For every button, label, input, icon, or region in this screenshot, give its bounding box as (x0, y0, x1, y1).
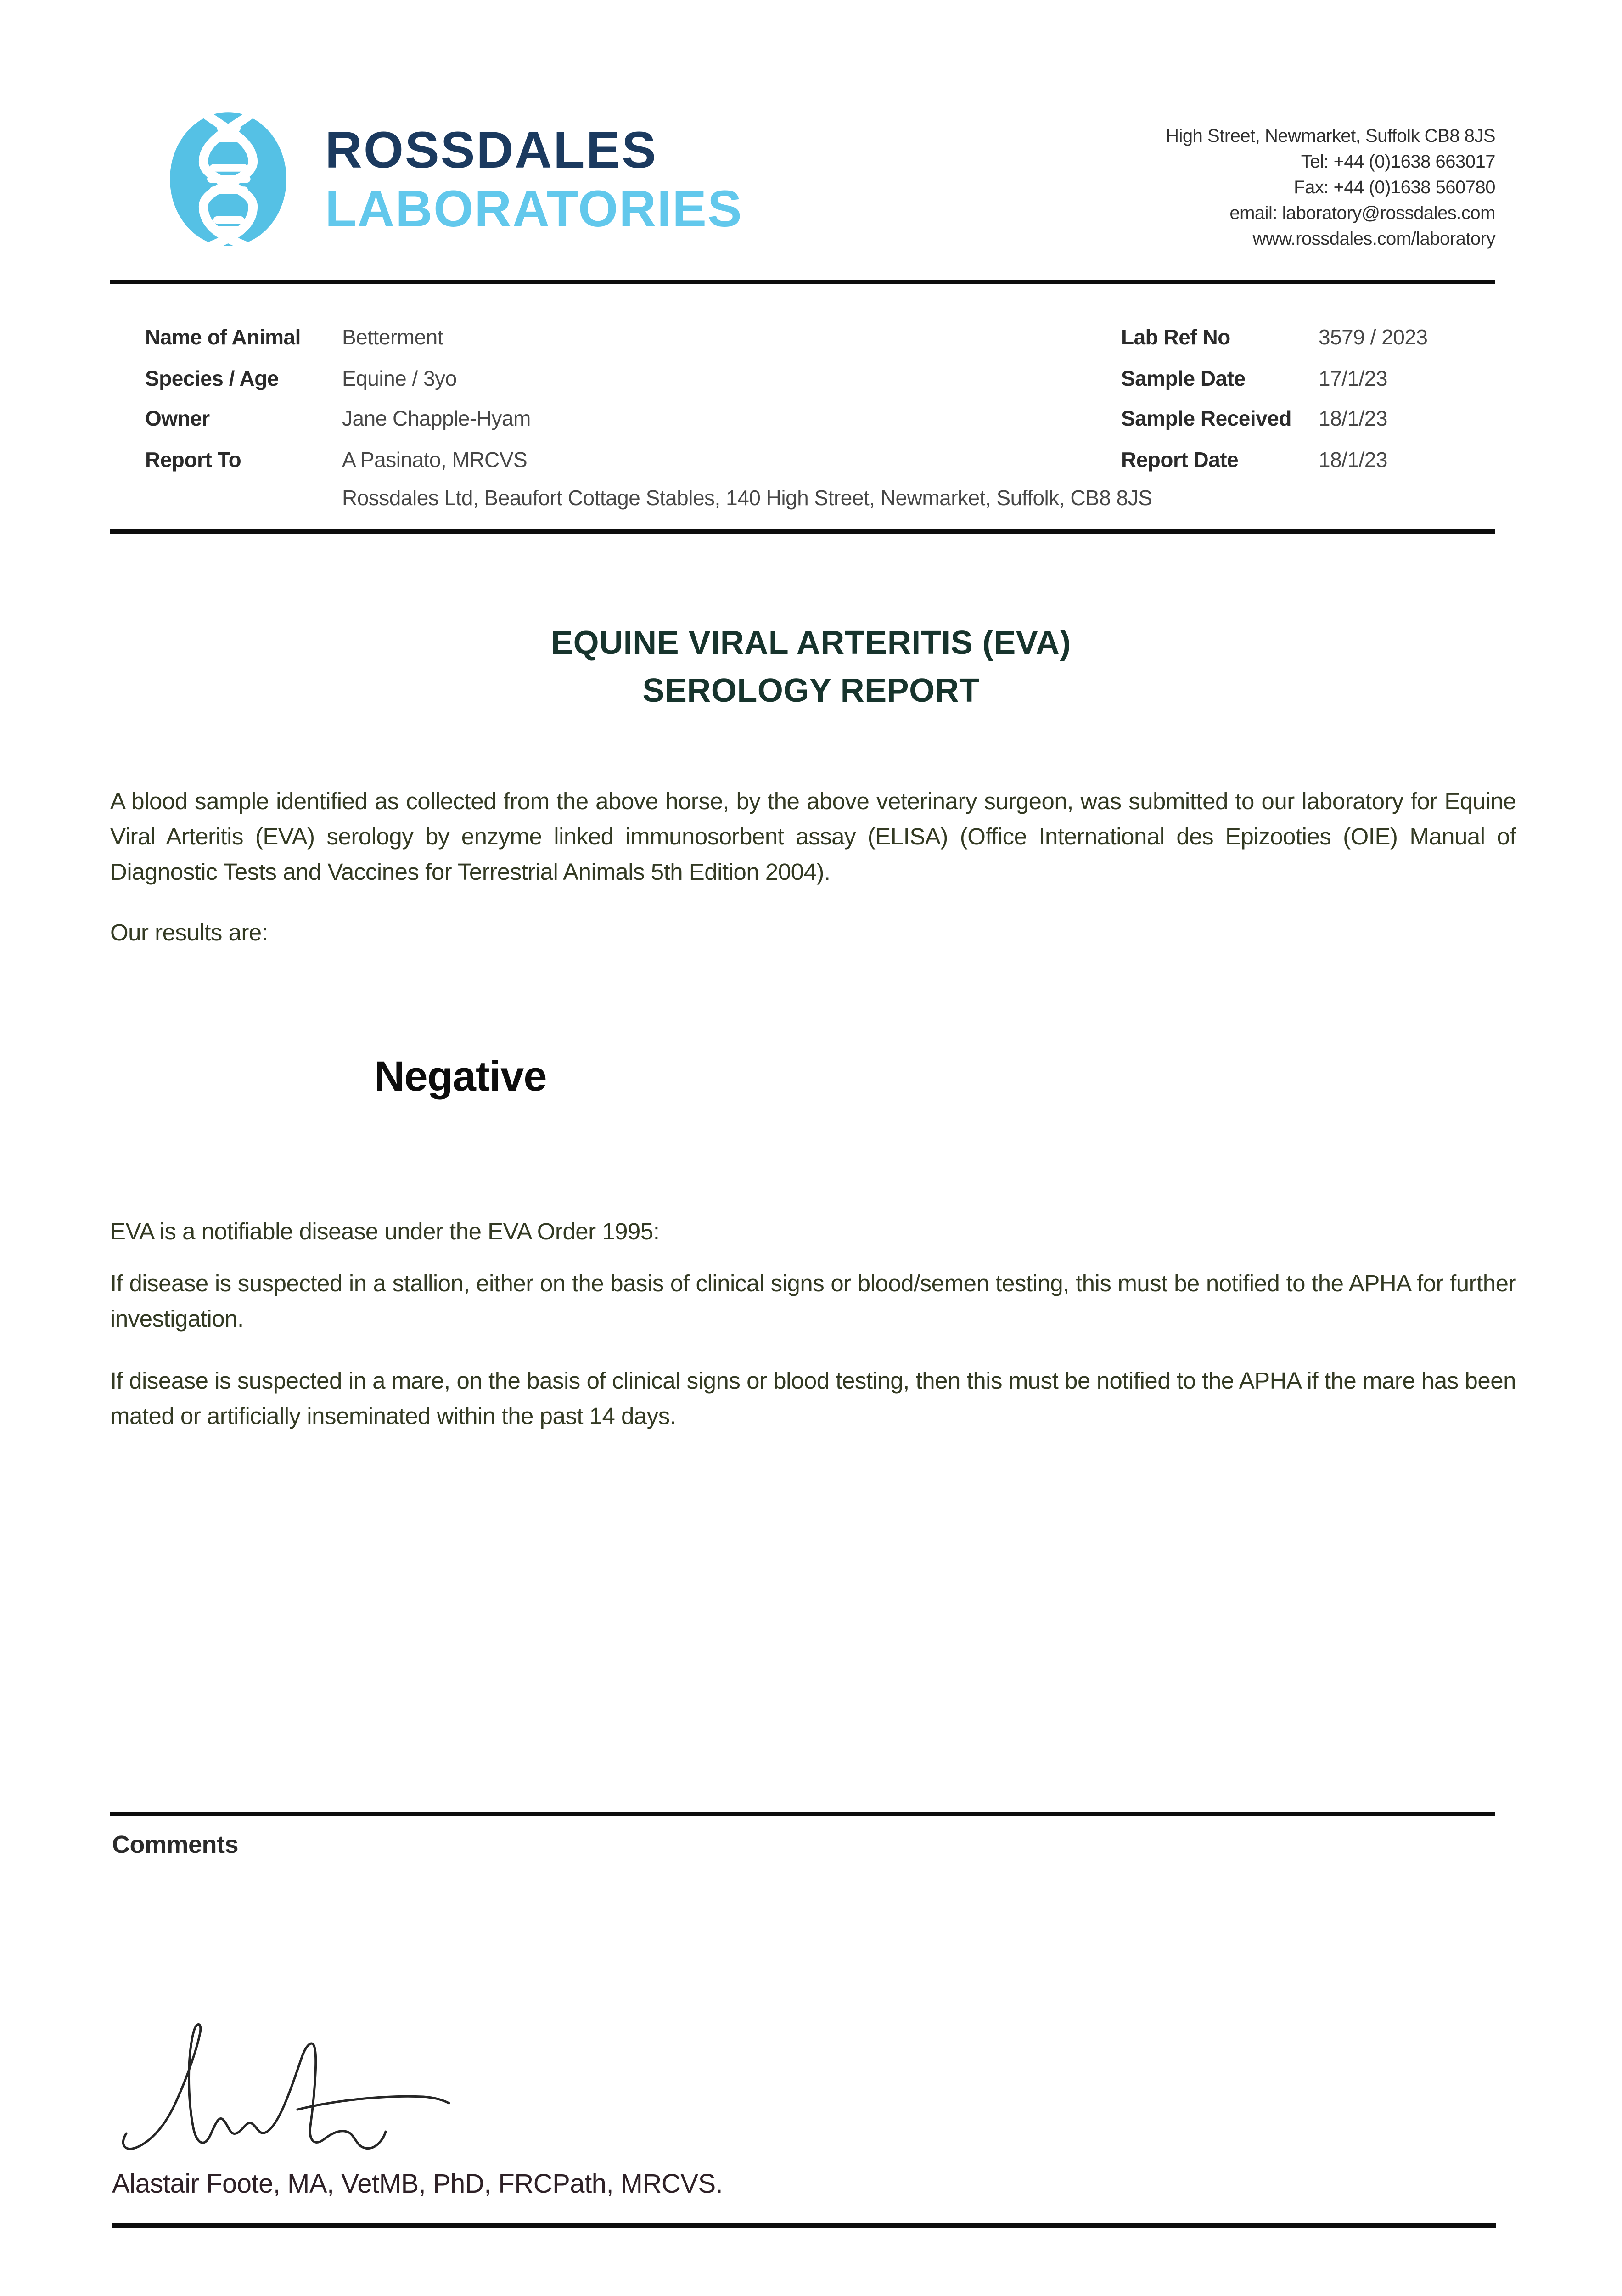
contact-website: www.rossdales.com/laboratory (1252, 229, 1495, 249)
signatory-name: Alastair Foote, MA, VetMB, PhD, FRCPath, MRCVS. (112, 2169, 723, 2199)
label-owner: Owner (145, 406, 210, 430)
contact-address: High Street, Newmarket, Suffolk CB8 8JS (1166, 126, 1495, 146)
stallion-paragraph: If disease is suspected in a stallion, either on the basis of clinical signs or blood/semen testing, this must be notified to the APHA for further investigation. (110, 1270, 1516, 1332)
contact-fax: Fax: +44 (0)1638 560780 (1294, 177, 1495, 197)
contact-email: email: laboratory@rossdales.com (1229, 203, 1495, 223)
brand-subname: LABORATORIES (325, 180, 743, 237)
header-rule (110, 280, 1495, 284)
comments-rule (110, 1812, 1495, 1816)
label-lab-ref-no: Lab Ref No (1121, 325, 1230, 349)
result-value: Negative (374, 1053, 547, 1100)
value-sample-date: 17/1/23 (1319, 366, 1387, 390)
intro-paragraph: A blood sample identified as collected from the above horse, by the above veterinary surgeon, was submitted to our laboratory for Equine Viral Arteritis (EVA) serology by enzyme linked immunosorbent assay (ELISA) (Office International des Epizooties (OIE) Manual of Diagnostic Tests and Vaccines for Terrestrial Animals 5th Edition 2004). (110, 788, 1516, 885)
value-report-date: 18/1/23 (1319, 448, 1387, 472)
brand-name: ROSSDALES (325, 121, 657, 179)
contact-tel: Tel: +44 (0)1638 663017 (1301, 152, 1495, 172)
value-lab-ref-no: 3579 / 2023 (1319, 325, 1428, 349)
report-title (0, 619, 1622, 715)
label-species-age: Species / Age (145, 366, 279, 390)
results-intro: Our results are: (110, 919, 268, 945)
mare-paragraph: If disease is suspected in a mare, on the basis of clinical signs or blood testing, then this must be notified to the APHA if the mare has been mated or artificially inseminated within the past 14 days. (110, 1367, 1516, 1429)
value-name-of-animal: Betterment (342, 325, 443, 349)
table-bottom-rule (110, 529, 1495, 534)
label-report-to: Report To (145, 448, 241, 472)
value-report-to-address: Rossdales Ltd, Beaufort Cottage Stables, 140 High Street, Newmarket, Suffolk, CB8 8JS (342, 486, 1152, 510)
signature-image (115, 2020, 464, 2167)
value-report-to: A Pasinato, MRCVS (342, 448, 528, 472)
label-name-of-animal: Name of Animal (145, 325, 301, 349)
contact-block (1166, 123, 1495, 252)
value-sample-received: 18/1/23 (1319, 406, 1387, 430)
dna-logo-icon (166, 109, 290, 249)
label-sample-date: Sample Date (1121, 366, 1246, 390)
value-species-age: Equine / 3yo (342, 366, 457, 390)
label-sample-received: Sample Received (1121, 406, 1291, 430)
value-owner: Jane Chapple-Hyam (342, 406, 531, 430)
notifiable-line: EVA is a notifiable disease under the EVA Order 1995: (110, 1218, 660, 1244)
footer-rule (112, 2223, 1496, 2228)
comments-heading: Comments (112, 1831, 239, 1858)
report-title-line1: EQUINE VIRAL ARTERITIS (EVA) (551, 625, 1071, 661)
report-title-line2: SEROLOGY REPORT (642, 672, 980, 709)
label-report-date: Report Date (1121, 448, 1239, 472)
